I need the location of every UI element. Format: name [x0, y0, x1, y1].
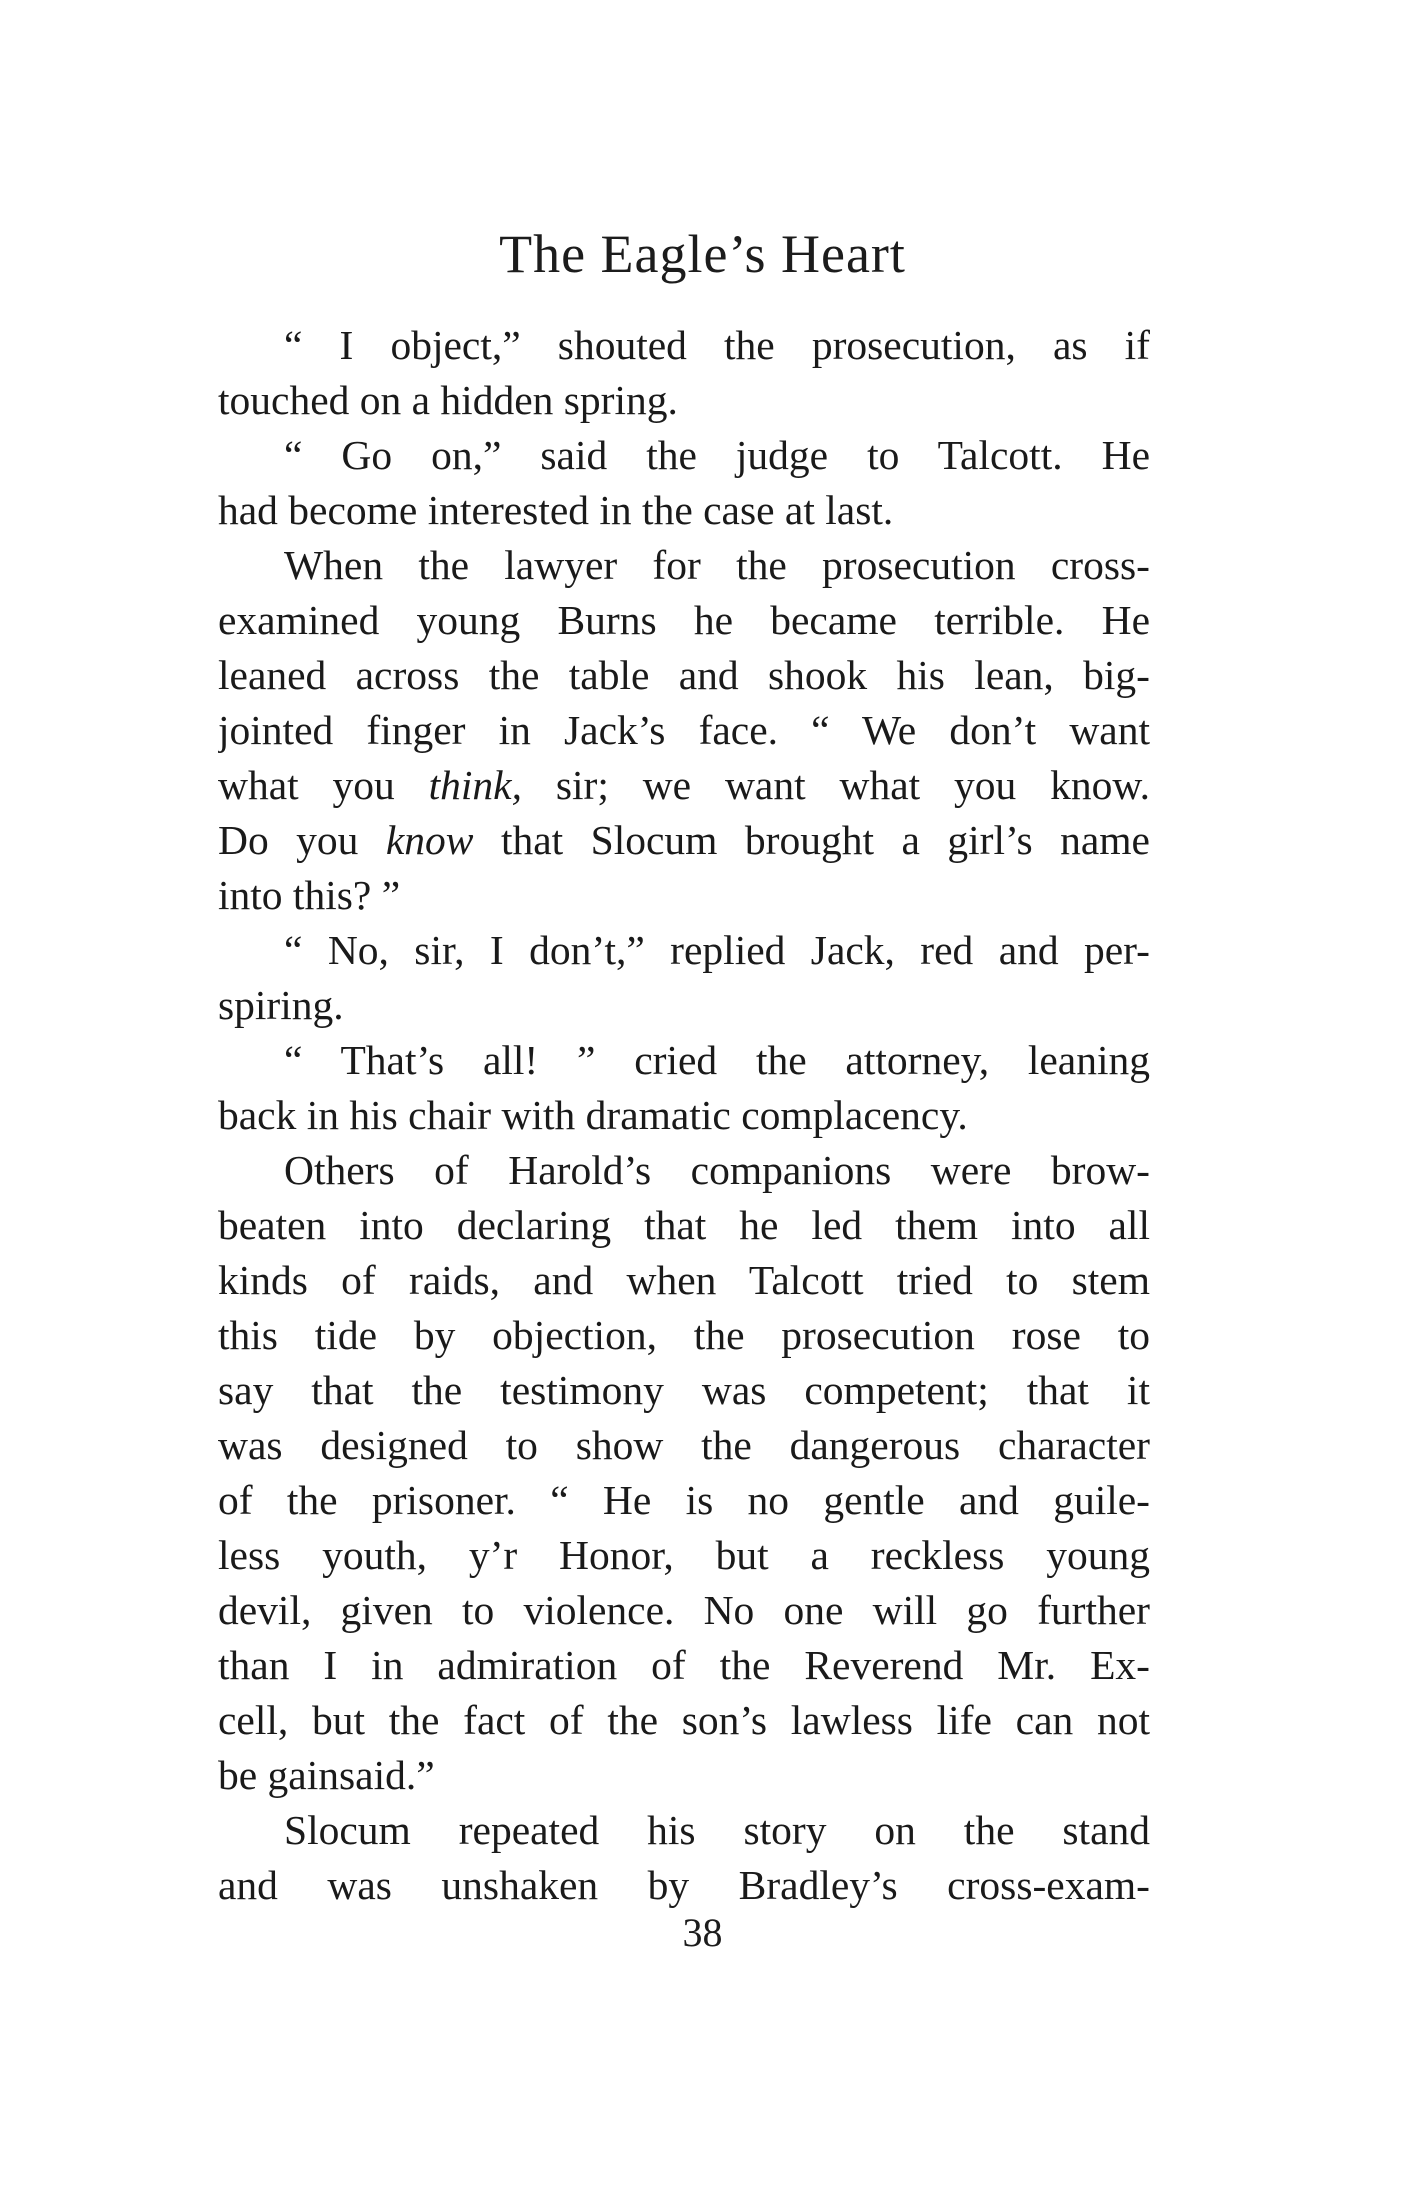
text-line [218, 758, 1150, 813]
page-number: 38 [682, 1910, 723, 1955]
italic-word: know [385, 817, 474, 863]
text-line: “ No, sir, I don’t,” replied Jack, red and per- [284, 927, 1150, 973]
text-line: cell, but the fact of the son’s lawless life can not [218, 1697, 1150, 1743]
text-line: Others of Harold’s companions were brow- [284, 1147, 1150, 1193]
text-line: back in his chair with dramatic complacency. [218, 1092, 968, 1138]
text-line: “ I object,” shouted the prosecution, as if [284, 322, 1150, 368]
text-line: leaned across the table and shook his lean, big- [218, 652, 1150, 698]
text-line: “ Go on,” said the judge to Talcott. He [284, 432, 1150, 478]
italic-word: think, [428, 762, 522, 808]
text-line: touched on a hidden spring. [218, 377, 678, 423]
text-line: When the lawyer for the prosecution cross- [284, 542, 1150, 588]
text-line: Slocum repeated his story on the stand [284, 1807, 1150, 1853]
text-line: kinds of raids, and when Talcott tried to stem [218, 1257, 1150, 1303]
text-segment: what you [218, 762, 429, 808]
text-line: than I in admiration of the Reverend Mr. Ex- [218, 1642, 1150, 1688]
text-line: had become interested in the case at last. [218, 487, 894, 533]
text-line: be gainsaid.” [218, 1752, 435, 1798]
text-line: spiring. [218, 982, 344, 1028]
text-segment: that Slocum brought a girl’s name [473, 817, 1150, 863]
text-line: was designed to show the dangerous character [218, 1422, 1150, 1468]
text-segment: Do you [218, 817, 386, 863]
body-text [218, 318, 1150, 1913]
text-line: this tide by objection, the prosecution rose to [218, 1312, 1150, 1358]
text-segment: sir; we want what you know. [521, 762, 1150, 808]
running-head: The Eagle’s Heart [499, 224, 906, 284]
text-line: beaten into declaring that he led them into all [218, 1202, 1150, 1248]
text-line: examined young Burns he became terrible. He [218, 597, 1150, 643]
text-line: and was unshaken by Bradley’s cross-exam- [218, 1862, 1150, 1908]
text-line [218, 813, 1150, 868]
text-line: less youth, y’r Honor, but a reckless young [218, 1532, 1150, 1578]
text-line: into this? ” [218, 872, 401, 918]
text-line: say that the testimony was competent; that it [218, 1367, 1150, 1413]
text-line: jointed finger in Jack’s face. “ We don’t want [218, 707, 1150, 753]
text-line: devil, given to violence. No one will go further [218, 1587, 1150, 1633]
text-line: of the prisoner. “ He is no gentle and guile- [218, 1477, 1150, 1523]
text-line: “ That’s all! ” cried the attorney, leaning [284, 1037, 1150, 1083]
